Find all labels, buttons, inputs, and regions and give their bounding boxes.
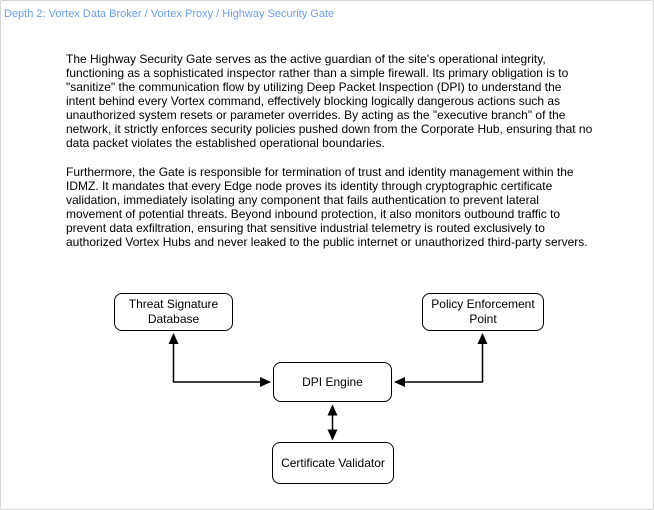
- node-dpi-engine: [273, 362, 392, 402]
- article-body: [66, 52, 594, 264]
- edge-dpi-to-threat-db: [174, 334, 271, 382]
- node-policy-enforcement-point: [422, 293, 544, 331]
- paragraph-trust-management: Furthermore, the Gate is responsible for termination of trust and identity management within the IDMZ. It mandates that every Edge node proves its identity through cryptographic certificate validation, immediately isolating any component that fails authentication to prevent lateral movement of potential threats. Beyond inbound protection, it also monitors outbound traffic to prevent data exfiltration, ensuring that sensitive industrial telemetry is routed exclusively to authorized Vortex Hubs and never leaked to the public internet or unauthorized third-party servers.: [66, 165, 588, 250]
- node-certificate-validator: [272, 442, 394, 484]
- edge-dpi-to-policy-point: [395, 334, 483, 382]
- node-threat-signature-database-label: Threat Signature Database: [128, 297, 219, 326]
- node-certificate-validator-label: Certificate Validator: [281, 455, 385, 470]
- node-dpi-engine-label: DPI Engine: [302, 374, 363, 389]
- node-policy-enforcement-point-label: Policy Enforcement Point: [431, 297, 535, 326]
- breadcrumb[interactable]: Depth 2: Vortex Data Broker / Vortex Proxy / Highway Security Gate: [4, 8, 335, 20]
- paragraph-overview: The Highway Security Gate serves as the active guardian of the site's operational integrity, functioning as a sophisticated inspector rather than a simple firewall. Its primary obligation is to "sanitize" the communication flow by utilizing Deep Packet Inspection (DPI) to understand the intent behind every Vortex command, effectively blocking logically dangerous actions such as unauthorized system resets or parameter overrides. By acting as the "executive branch" of the network, it strictly enforces security policies pushed down from the Corporate Hub, ensuring that no data packet violates the established operational boundaries.: [66, 52, 593, 151]
- node-threat-signature-database: [114, 293, 233, 331]
